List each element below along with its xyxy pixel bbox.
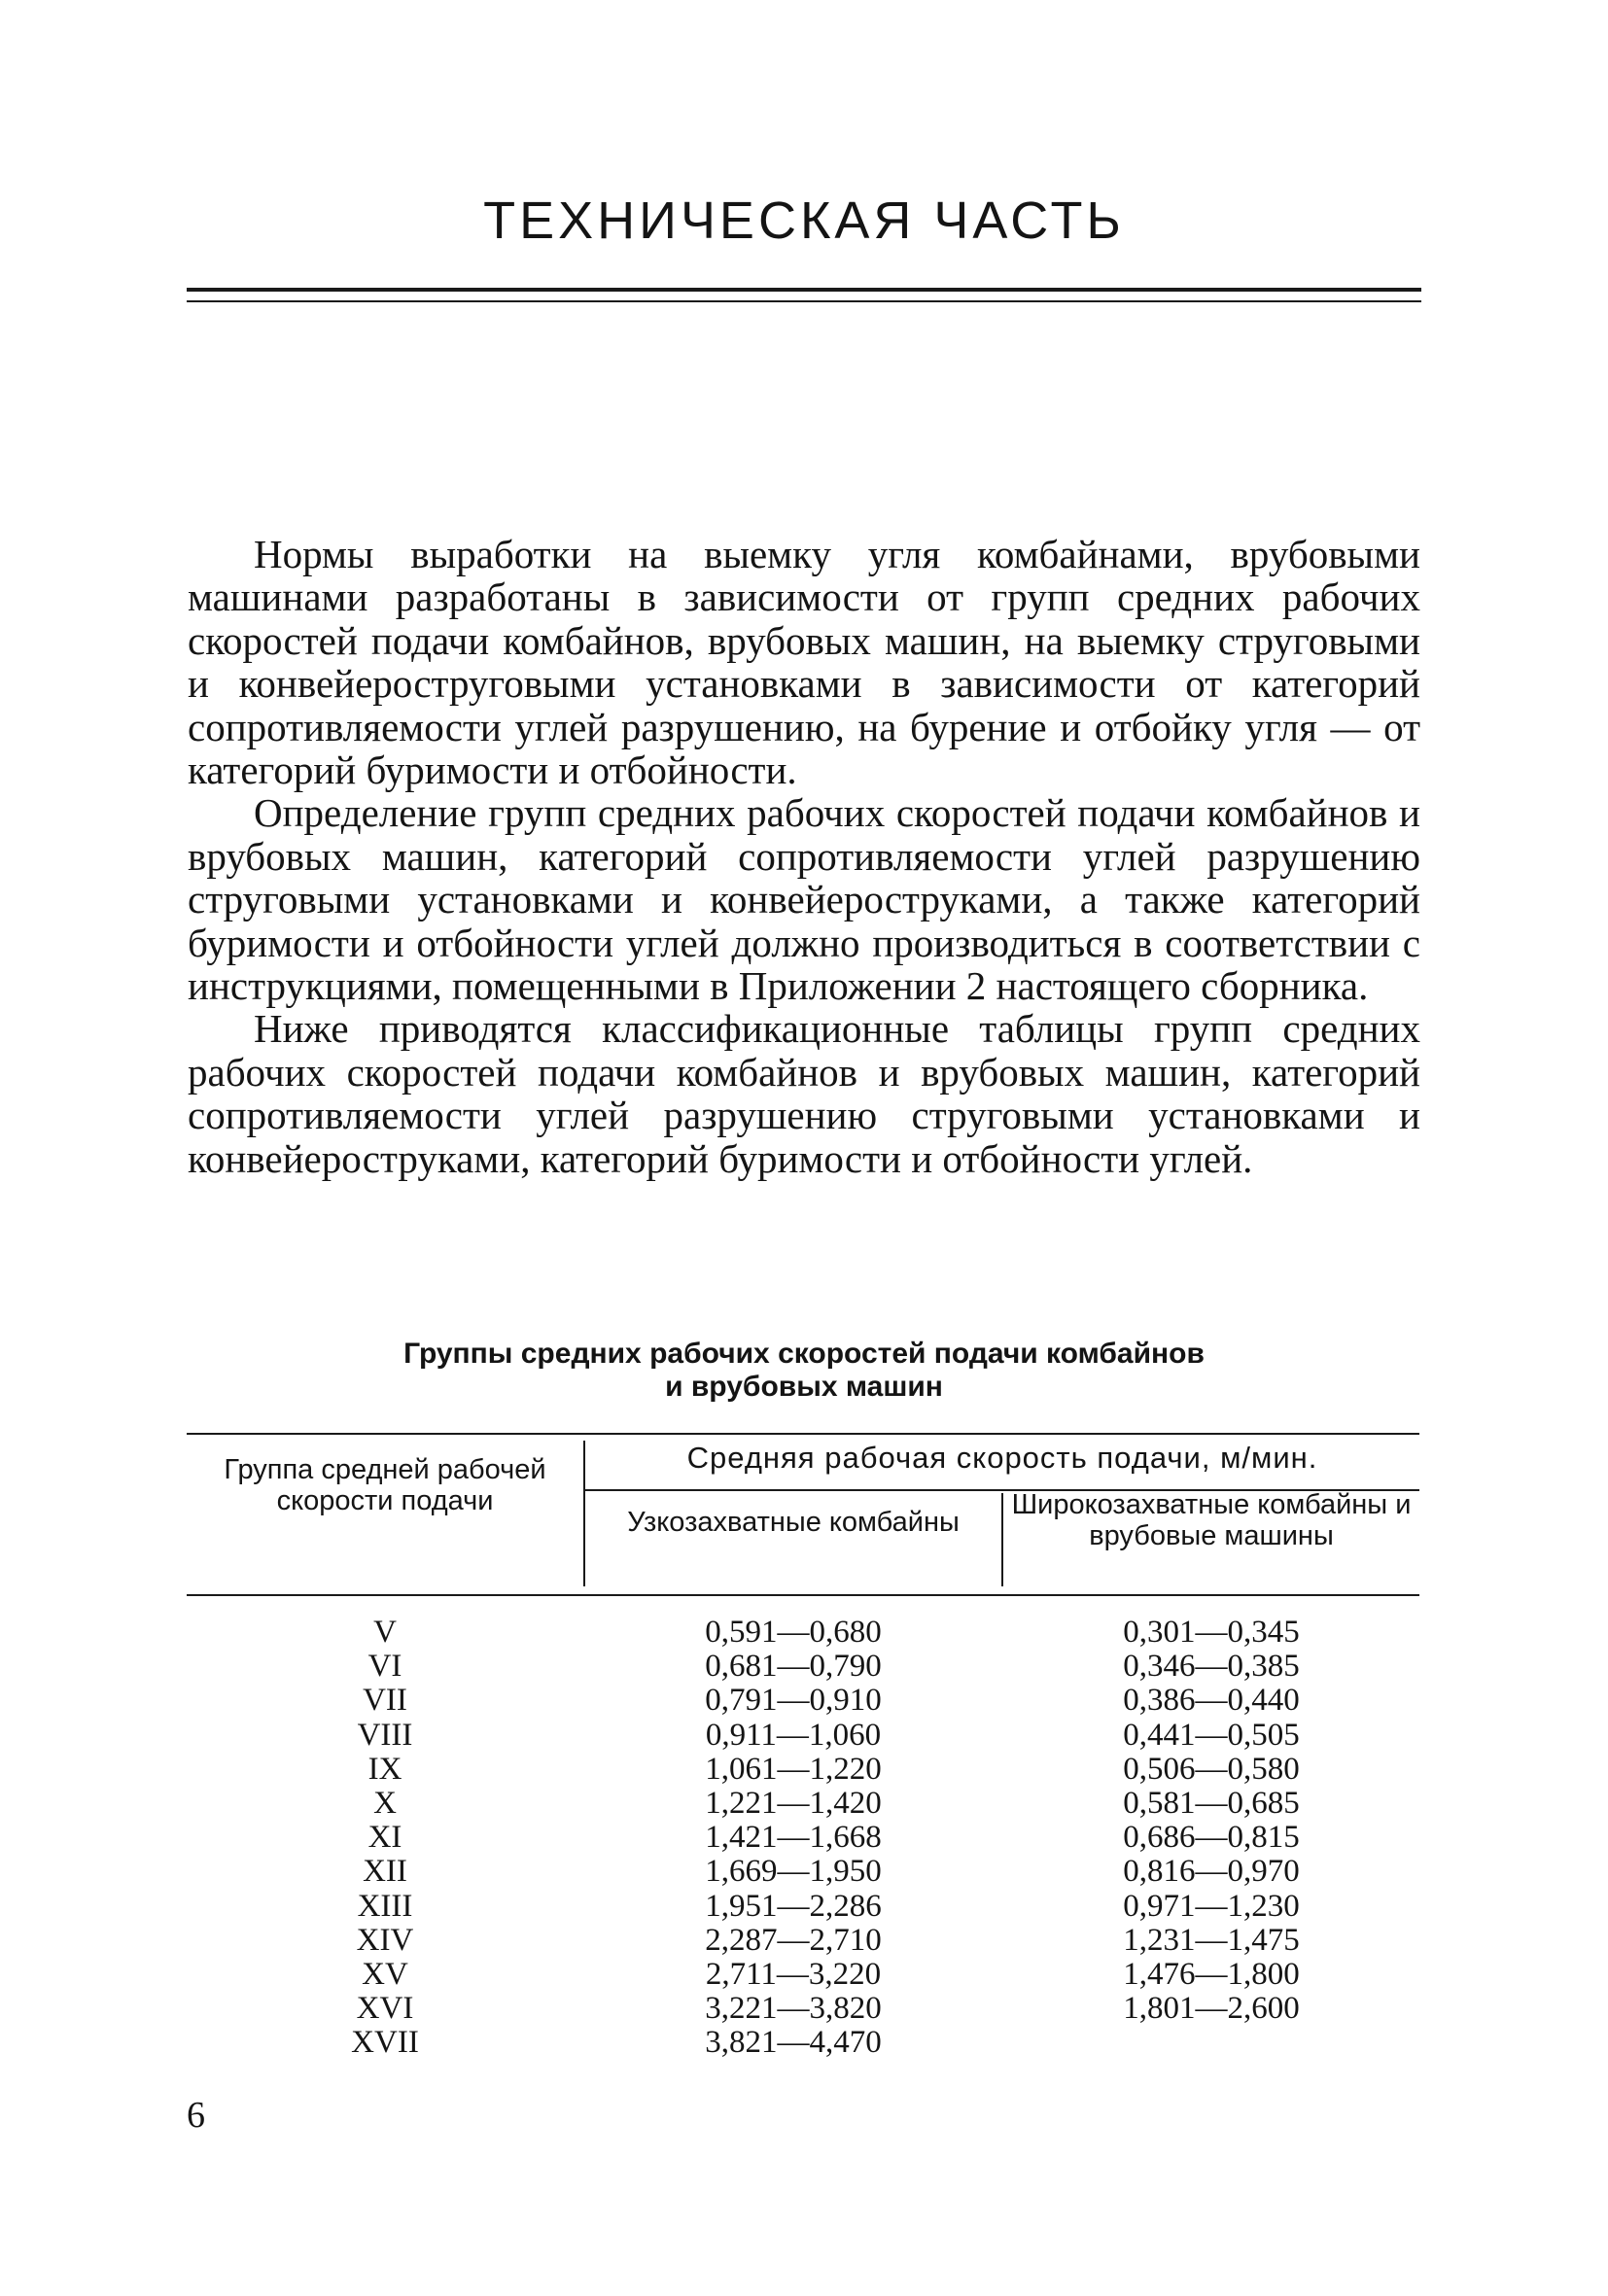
cell-group: X bbox=[373, 1785, 397, 1821]
cell-wide: 0,346—0,385 bbox=[1123, 1649, 1300, 1685]
cell-wide: 0,971—1,230 bbox=[1123, 1888, 1300, 1924]
page-title: ТЕХНИЧЕСКАЯ ЧАСТЬ bbox=[483, 191, 1125, 250]
cell-wide: 0,386—0,440 bbox=[1123, 1683, 1300, 1719]
header-wide: Широкозахватные комбайны и врубовые машины bbox=[1011, 1489, 1412, 1551]
cell-group: XI bbox=[367, 1820, 402, 1856]
cell-wide: 0,506—0,580 bbox=[1123, 1751, 1300, 1787]
table-row bbox=[187, 1787, 1419, 1821]
cell-wide: 0,686—0,815 bbox=[1123, 1820, 1300, 1856]
cell-narrow: 0,791—0,910 bbox=[705, 1683, 882, 1719]
cell-narrow: 3,821—4,470 bbox=[705, 2025, 882, 2061]
table-row bbox=[187, 1992, 1419, 2026]
table-row bbox=[187, 1958, 1419, 1992]
table-row bbox=[187, 1924, 1419, 1958]
cell-narrow: 0,681—0,790 bbox=[705, 1649, 882, 1685]
cell-wide: 0,441—0,505 bbox=[1123, 1717, 1300, 1753]
cell-narrow: 0,591—0,680 bbox=[705, 1615, 882, 1650]
cell-group: XV bbox=[362, 1956, 408, 1992]
table-row bbox=[187, 1719, 1419, 1753]
table-caption bbox=[0, 1338, 1608, 1404]
cell-wide: 1,801—2,600 bbox=[1123, 1991, 1300, 2027]
table-row bbox=[187, 1753, 1419, 1787]
table-row bbox=[187, 1821, 1419, 1855]
table-row bbox=[187, 1616, 1419, 1650]
paragraph: Нормы выработки на выемку угля комбайнами, врубовыми машинами разработаны в зависимости от групп средних рабочих скоростей подачи комбайнов, врубовых машин, на выемку струговыми и конвейероструговыми установками в зависимости от категорий сопротивляемости углей разрушению, на бурение и отбойку угля — от категорий буримости и отбойности. bbox=[188, 532, 1420, 793]
cell-narrow: 1,421—1,668 bbox=[705, 1820, 882, 1856]
cell-group: XVI bbox=[356, 1991, 414, 2027]
cell-narrow: 1,951—2,286 bbox=[705, 1888, 882, 1924]
header-speed: Средняя рабочая скорость подачи, м/мин. bbox=[686, 1441, 1318, 1475]
cell-group: IX bbox=[367, 1751, 402, 1787]
cell-wide: 0,581—0,685 bbox=[1123, 1785, 1300, 1821]
cell-narrow: 2,287—2,710 bbox=[705, 1922, 882, 1958]
paragraph: Определение групп средних рабочих скоростей подачи комбайнов и врубовых машин, категорий сопротивляемости углей разрушению струговыми установками и конвейероструками, а также категорий буримости и отбойности углей должно производиться в соответствии с инструкциями, помещенными в Приложении 2 настоящего сборника. bbox=[188, 790, 1420, 1009]
cell-wide: 0,816—0,970 bbox=[1123, 1854, 1300, 1890]
cell-group: XIII bbox=[357, 1888, 413, 1924]
cell-group: VII bbox=[363, 1683, 407, 1719]
table-row bbox=[187, 1650, 1419, 1684]
table-row bbox=[187, 1890, 1419, 1924]
cell-narrow: 3,221—3,820 bbox=[705, 1991, 882, 2027]
header-narrow: Узкозахватные комбайны bbox=[627, 1507, 960, 1538]
table-row bbox=[187, 1684, 1419, 1718]
cell-group: VIII bbox=[357, 1717, 413, 1753]
table-caption-line: Группы средних рабочих скоростей подачи комбайнов bbox=[403, 1338, 1205, 1370]
table-body bbox=[187, 1616, 1419, 2060]
cell-group: V bbox=[373, 1615, 397, 1650]
cell-group: XIV bbox=[356, 1922, 414, 1958]
title-rule-thin bbox=[187, 300, 1421, 302]
table-caption-line: и врубовых машин bbox=[665, 1371, 943, 1403]
table-row bbox=[187, 1855, 1419, 1889]
cell-narrow: 1,221—1,420 bbox=[705, 1785, 882, 1821]
header-group: Группа средней рабочей скорости подачи bbox=[224, 1454, 546, 1516]
cell-wide: 1,476—1,800 bbox=[1123, 1956, 1300, 1992]
cell-wide: 0,301—0,345 bbox=[1123, 1615, 1300, 1650]
body-text bbox=[188, 533, 1420, 1180]
cell-group: VI bbox=[367, 1649, 402, 1685]
table-row bbox=[187, 2026, 1419, 2060]
cell-group: XVII bbox=[351, 2025, 419, 2061]
cell-wide: 1,231—1,475 bbox=[1123, 1922, 1300, 1958]
cell-narrow: 2,711—3,220 bbox=[705, 1956, 882, 1992]
cell-narrow: 0,911—1,060 bbox=[705, 1717, 882, 1753]
page-number: 6 bbox=[187, 2095, 205, 2136]
header-bottom-rule bbox=[187, 1594, 1419, 1596]
title-rule-thick bbox=[187, 288, 1421, 292]
cell-narrow: 1,669—1,950 bbox=[705, 1854, 882, 1890]
cell-group: XII bbox=[363, 1854, 407, 1890]
table-top-rule bbox=[187, 1433, 1419, 1435]
paragraph: Ниже приводятся классификационные таблицы групп средних рабочих скоростей подачи комбайнов и врубовых машин, категорий сопротивляемости углей разрушению струговыми установками и конвейероструками, категорий буримости и отбойности углей. bbox=[188, 1006, 1420, 1181]
cell-narrow: 1,061—1,220 bbox=[705, 1751, 882, 1787]
